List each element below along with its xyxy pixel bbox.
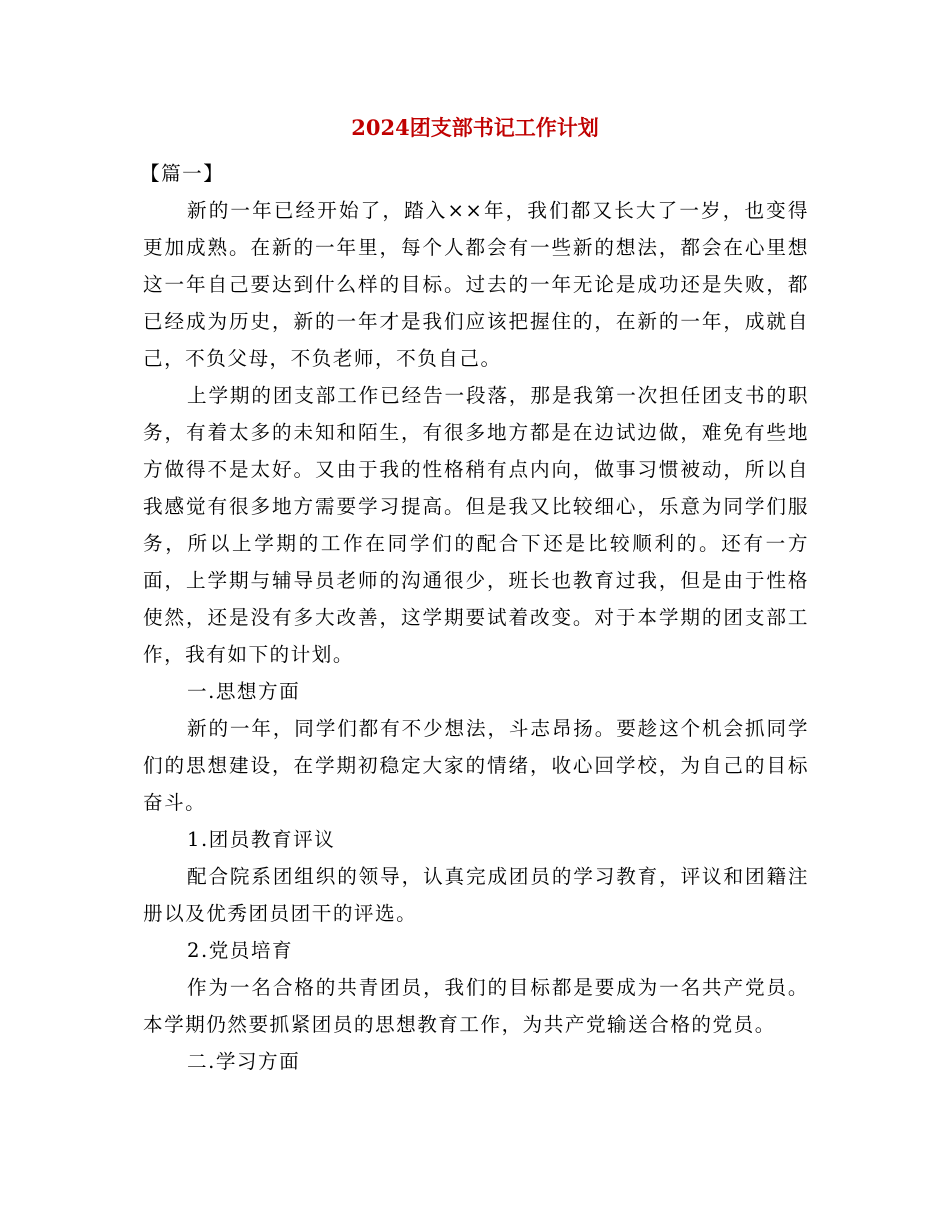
section-heading: 二.学习方面	[187, 1050, 301, 1073]
body-paragraph: 作为一名合格的共青团员，我们的目标都是要成为一名共产党员。本学期仍然要抓紧团员的思想教育工作，为共产党输送合格的党员。	[143, 976, 809, 1036]
body-paragraph: 新的一年已经开始了，踏入××年，我们都又长大了一岁，也变得更加成熟。在新的一年里，每个人都会有一些新的想法，都会在心里想这一年自己要达到什么样的目标。过去的一年无论是成功还是失败，都已经成为历史，新的一年才是我们应该把握住的，在新的一年，成就自己，不负父母，不负老师，不负自己。	[143, 199, 809, 370]
body-paragraph: 上学期的团支部工作已经告一段落，那是我第一次担任团支书的职务，有着太多的未知和陌生，有很多地方都是在边试边做，难免有些地方做得不是太好。又由于我的性格稍有点内向，做事习惯被动，所以自我感觉有很多地方需要学习提高。但是我又比较细心，乐意为同学们服务，所以上学期的工作在同学们的配合下还是比较顺利的。还有一方面，上学期与辅导员老师的沟通很少，班长也教育过我，但是由于性格使然，还是没有多大改善，这学期要试着改变。对于本学期的团支部工作，我有如下的计划。	[143, 384, 809, 666]
section-heading: 一.思想方面	[187, 680, 301, 703]
document-title: 2024团支部书记工作计划	[351, 115, 599, 140]
part-heading: 【篇一】	[140, 162, 225, 185]
subsection-heading: 1.团员教育评议	[187, 828, 336, 851]
body-paragraph: 配合院系团组织的领导，认真完成团员的学习教育，评议和团籍注册以及优秀团员团干的评选。	[143, 865, 809, 925]
subsection-heading: 2.党员培育	[187, 939, 294, 962]
document-body	[140, 155, 809, 1080]
body-paragraph: 新的一年，同学们都有不少想法，斗志昂扬。要趁这个机会抓同学们的思想建设，在学期初稳定大家的情绪，收心回学校，为自己的目标奋斗。	[143, 717, 809, 814]
